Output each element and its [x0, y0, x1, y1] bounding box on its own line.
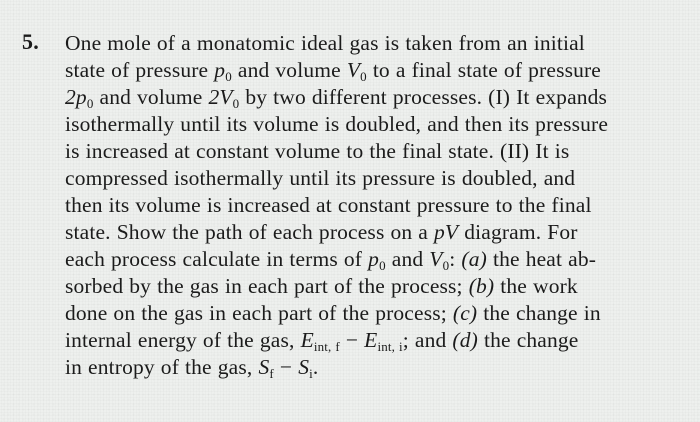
text-segment: :: [449, 247, 456, 271]
symbol-p0: $p_0$: [214, 58, 232, 84]
problem-line-5: [65, 139, 569, 163]
symbol-S-i: $S_i$: [298, 355, 313, 381]
problem-number: 5.: [22, 29, 39, 54]
problem-line-4: [65, 112, 608, 136]
symbol-2p0: $2p_0$: [65, 85, 94, 111]
symbol-E-int-i: Eint, i: [364, 328, 403, 354]
part-a-label: (a): [461, 247, 487, 271]
symbol-V0: $V_0$: [429, 247, 450, 273]
text-segment: sorbed by the gas in each part of the process;: [65, 274, 463, 298]
problem-line-11: [65, 301, 601, 325]
text-segment: then its volume is increased at constant pressure to the final: [65, 193, 592, 217]
minus-sign: −: [279, 355, 293, 379]
part-b-label: (b): [468, 274, 495, 298]
text-segment: the change in: [483, 301, 601, 325]
problem-line-8: [65, 220, 578, 244]
text-segment: the change: [483, 328, 579, 352]
text-segment: is increased at constant volume to the final state. (II) It is: [65, 139, 570, 163]
problem-line-7: [65, 193, 592, 217]
text-segment: isothermally until its volume is doubled, and then its pressure: [65, 112, 609, 136]
symbol-p0: $p_0$: [368, 247, 386, 273]
problem-line-10: [65, 274, 578, 298]
text-segment: and volume: [237, 58, 341, 82]
text-segment: and volume: [99, 85, 203, 109]
period: .: [312, 355, 319, 379]
semicolon: ;: [402, 328, 409, 352]
text-segment: to a final state of pressure: [372, 58, 602, 82]
text-segment: state of pressure: [65, 58, 209, 82]
symbol-S-f: $S_f$: [258, 355, 274, 381]
text-segment: by two different processes. (I) It expands: [245, 85, 608, 109]
problem-line-13: [65, 355, 318, 386]
problem-line-6: [65, 166, 575, 190]
text-segment: each process calculate in terms of: [65, 247, 363, 271]
symbol-V0: $V_0$: [346, 58, 367, 84]
minus-sign: −: [345, 328, 359, 352]
text-segment: diagram. For: [464, 220, 578, 244]
text-segment: in entropy of the gas,: [65, 355, 253, 379]
symbol-pV: pV: [434, 220, 459, 244]
part-c-label: (c): [452, 301, 478, 325]
text-segment: internal energy of the gas,: [65, 328, 295, 352]
symbol-E-int-f: Eint, f: [300, 328, 340, 354]
text-segment: and: [391, 247, 424, 271]
problem-line-1: [65, 31, 585, 55]
text-segment: done on the gas in each part of the process;: [65, 301, 447, 325]
text-segment: the work: [500, 274, 578, 298]
text-segment: the heat ab-: [492, 247, 597, 271]
text-segment: One mole of a monatomic ideal gas is taken from an initial: [65, 31, 585, 55]
text-segment: state. Show the path of each process on a: [65, 220, 428, 244]
symbol-2V0: $2V_0$: [208, 85, 240, 111]
part-d-label: (d): [452, 328, 478, 352]
text-segment: compressed isothermally until its pressure is doubled, and: [65, 166, 576, 190]
text-segment: and: [414, 328, 447, 352]
